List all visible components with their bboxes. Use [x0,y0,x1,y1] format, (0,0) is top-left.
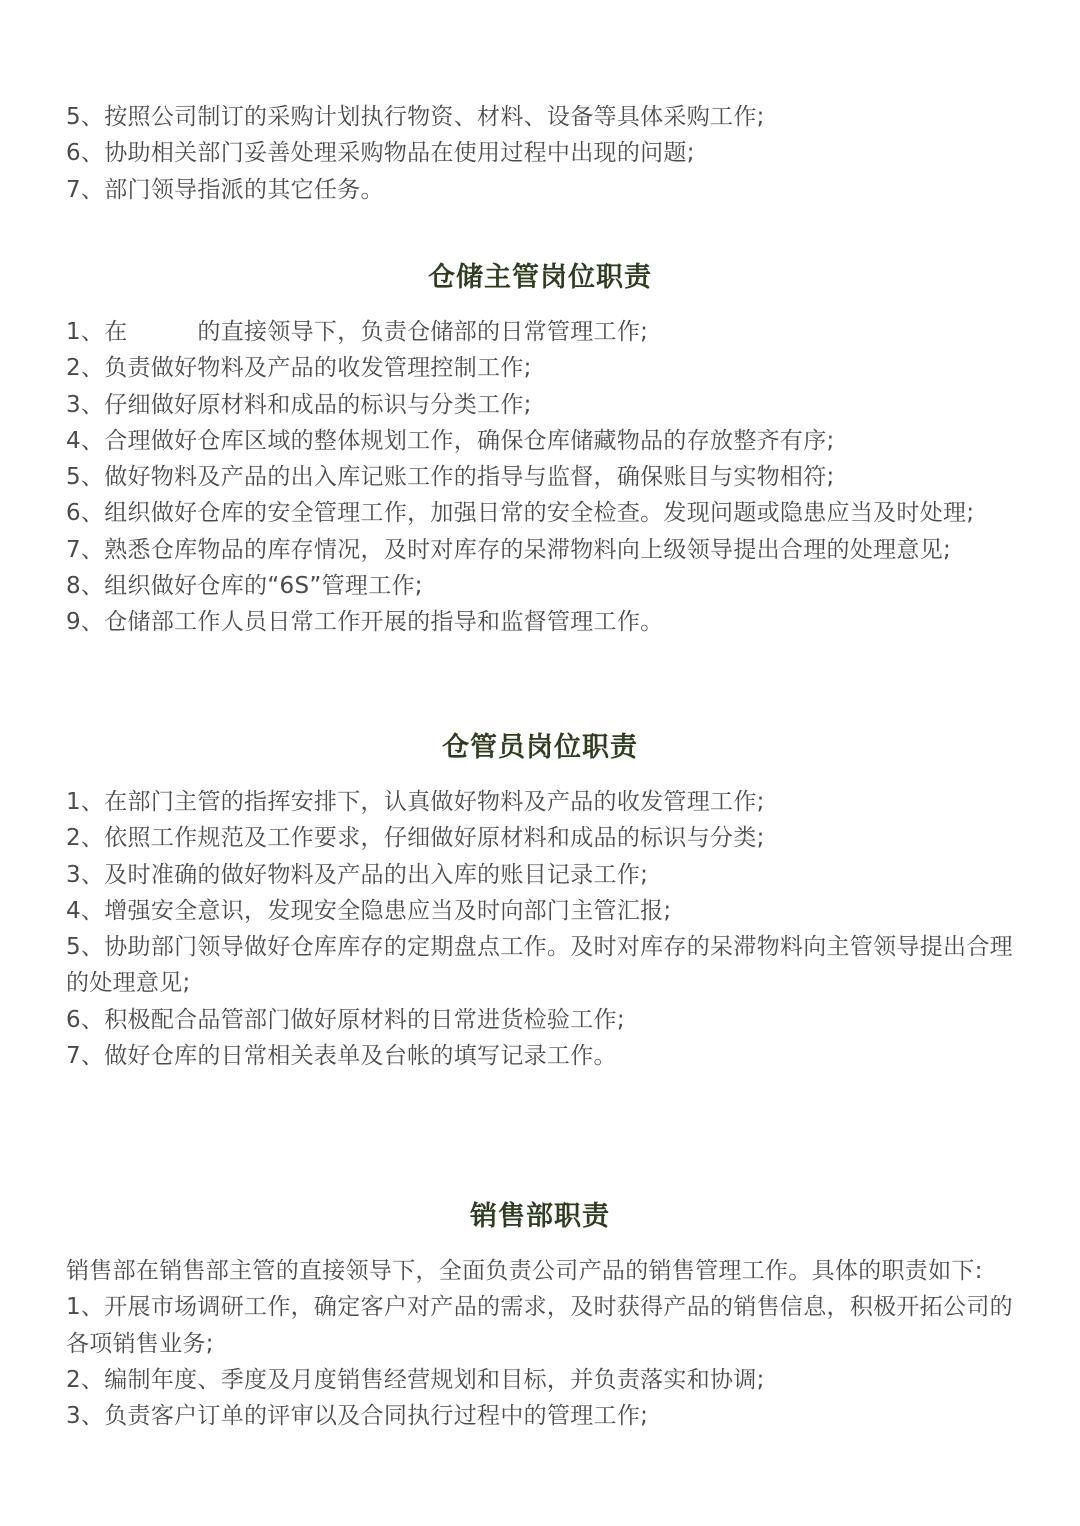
list-item: 1、在部门主管的指挥安排下，认真做好物料及产品的收发管理工作; [66,789,765,815]
list-item: 2、编制年度、季度及月度销售经营规划和目标，并负责落实和协调; [66,1366,765,1393]
list-item: 7、熟悉仓库物品的库存情况，及时对库存的呆滞物料向上级领导提出合理的处理意见; [66,536,952,563]
procurement-duties-list [66,99,1021,208]
sales-department-duties [66,1253,1021,1434]
list-item: 1、开展市场调研工作，确定客户对产品的需求，及时获得产品的销售信息，积极开拓公司的各项销售业务; [66,1294,1013,1357]
list-item: 1、在 的直接领导下，负责仓储部的日常管理工作; [66,319,649,345]
section-title-warehouse-keeper: 仓管员岗位职责 [442,732,638,763]
list-item: 3、仔细做好原材料和成品的标识与分类工作; [66,391,532,418]
list-item: 9、仓储部工作人员日常工作开展的指导和监督管理工作。 [66,609,664,636]
section-title-sales-department: 销售部职责 [470,1201,610,1232]
list-item: 2、负责做好物料及产品的收发管理控制工作; [66,355,532,382]
list-item: 5、按照公司制订的采购计划执行物资、材料、设备等具体采购工作; [66,104,765,130]
list-item: 6、组织做好仓库的安全管理工作，加强日常的安全检查。发现问题或隐患应当及时处理; [66,500,975,527]
section-title-warehouse-supervisor: 仓储主管岗位职责 [428,262,652,293]
warehouse-keeper-duties-list [66,784,1021,1074]
warehouse-supervisor-duties-list [66,314,1021,641]
list-item: 7、部门领导指派的其它任务。 [66,176,384,203]
list-item: 6、协助相关部门妥善处理采购物品在使用过程中出现的问题; [66,140,695,167]
list-item: 5、做好物料及产品的出入库记账工作的指导与监督，确保账目与实物相符; [66,464,835,491]
list-item: 4、增强安全意识，发现安全隐患应当及时向部门主管汇报; [66,897,672,924]
list-item: 3、及时准确的做好物料及产品的出入库的账目记录工作; [66,861,649,888]
list-item: 5、协助部门领导做好仓库库存的定期盘点工作。及时对库存的呆滞物料向主管领导提出合理的处理意见; [66,934,1013,997]
list-item: 2、依照工作规范及工作要求，仔细做好原材料和成品的标识与分类; [66,825,765,852]
list-item: 6、积极配合品管部门做好原材料的日常进货检验工作; [66,1006,625,1033]
list-item: 3、负责客户订单的评审以及合同执行过程中的管理工作; [66,1403,649,1430]
list-item: 4、合理做好仓库区域的整体规划工作，确保仓库储藏物品的存放整齐有序; [66,427,835,454]
list-item: 8、组织做好仓库的“6S”管理工作; [66,573,423,600]
section-intro: 销售部在销售部主管的直接领导下，全面负责公司产品的销售管理工作。具体的职责如下: [66,1258,983,1284]
list-item: 7、做好仓库的日常相关表单及台帐的填写记录工作。 [66,1043,617,1070]
